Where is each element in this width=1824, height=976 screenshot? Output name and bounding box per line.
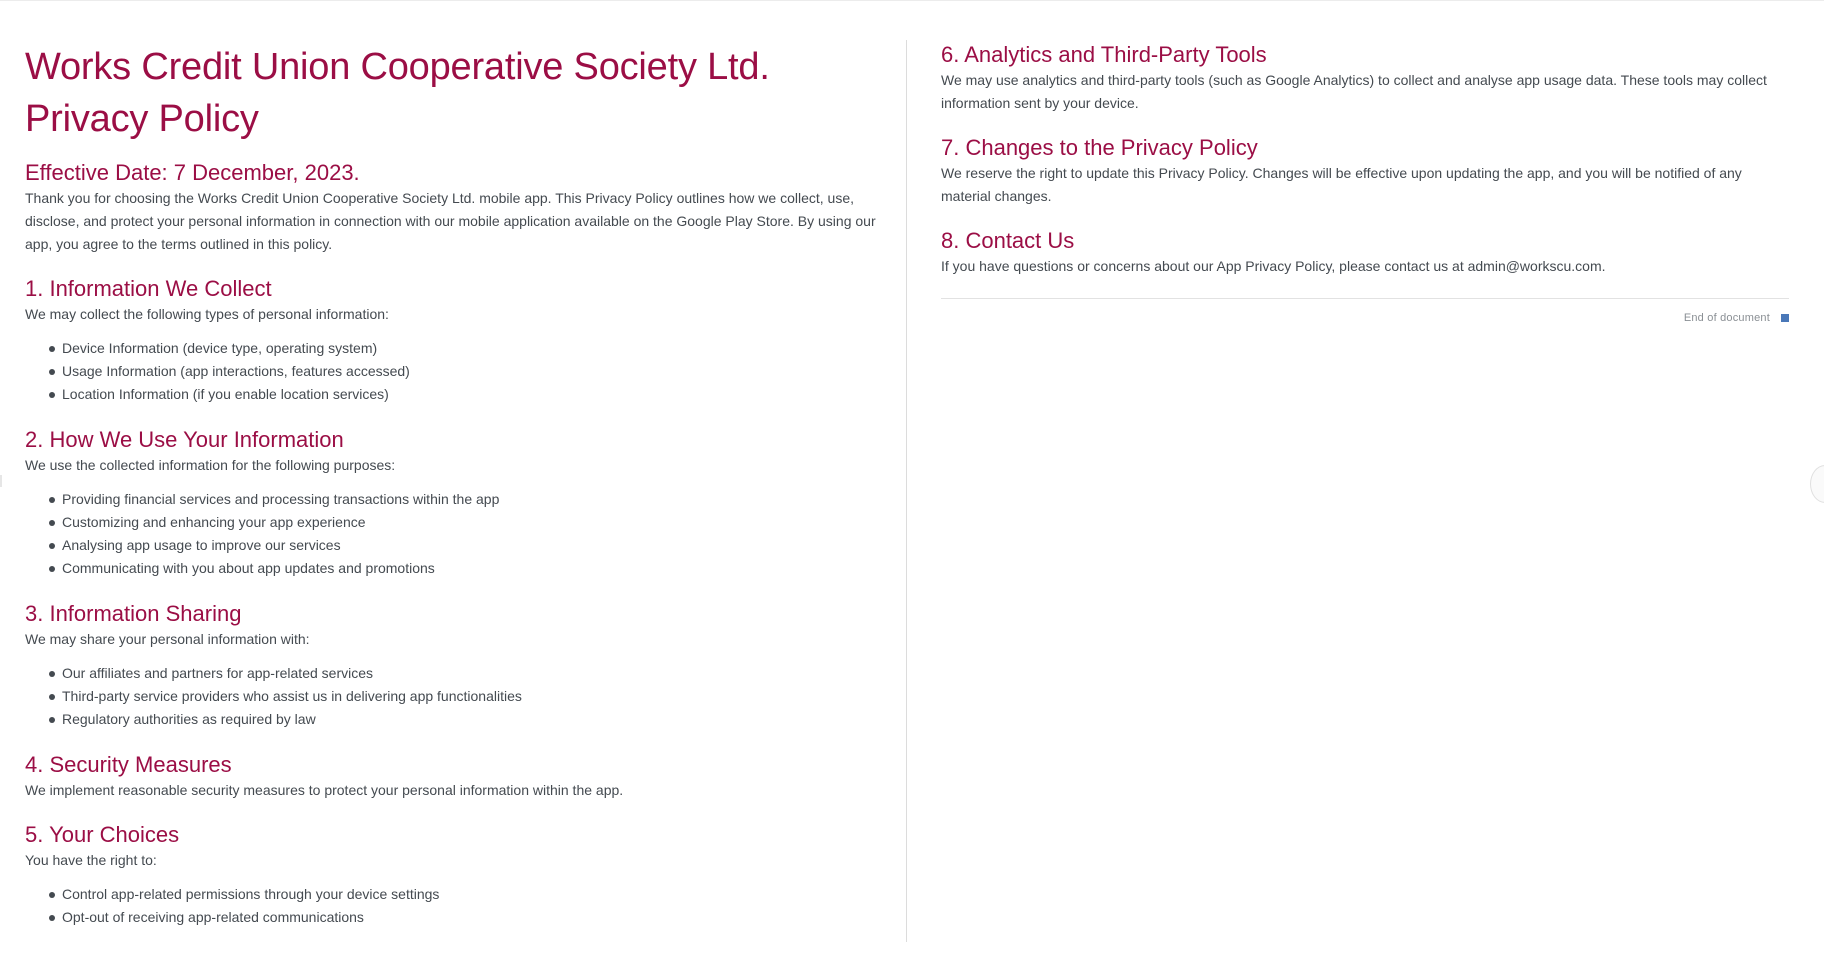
list-item: Regulatory authorities as required by law bbox=[25, 708, 877, 731]
section-how-we-use-your-information bbox=[25, 426, 877, 580]
list-item: Analysing app usage to improve our services bbox=[25, 534, 877, 557]
list-item: Opt-out of receiving app-related communications bbox=[25, 906, 877, 929]
bullet-list bbox=[25, 662, 877, 731]
section-contact-us bbox=[941, 227, 1789, 278]
section-heading: 8. Contact Us bbox=[941, 228, 1075, 253]
bullet-icon bbox=[49, 717, 55, 723]
section-text: If you have questions or concerns about our App Privacy Policy, please contact us at admin@workscu.com. bbox=[941, 258, 1606, 274]
bullet-icon bbox=[49, 543, 55, 549]
section-text: We use the collected information for the following purposes: bbox=[25, 457, 396, 473]
intro-paragraph: Thank you for choosing the Works Credit Union Cooperative Society Ltd. mobile app. This Privacy Policy outlines how we collect, use, disclose, and protect your personal information in connection with our mobile application available on the Google Play Store. By using our app, you agree to the terms outlined in this policy. bbox=[25, 190, 876, 252]
section-text: We implement reasonable security measures to protect your personal information within the app. bbox=[25, 782, 624, 798]
list-item: Third-party service providers who assist us in delivering app functionalities bbox=[25, 685, 877, 708]
list-item: Our affiliates and partners for app-related services bbox=[25, 662, 877, 685]
section-information-sharing bbox=[25, 600, 877, 731]
bullet-icon bbox=[49, 671, 55, 677]
left-page-edge-notch bbox=[0, 475, 2, 487]
square-icon bbox=[1781, 314, 1789, 322]
list-item: Usage Information (app interactions, features accessed) bbox=[25, 360, 877, 383]
section-heading: 7. Changes to the Privacy Policy bbox=[941, 135, 1258, 160]
bullet-icon bbox=[49, 346, 55, 352]
document-title: Works Credit Union Cooperative Society Ltd. Privacy Policy bbox=[25, 46, 770, 140]
effective-date-block bbox=[25, 159, 877, 256]
section-heading: 5. Your Choices bbox=[25, 822, 180, 847]
end-separator-line bbox=[941, 298, 1789, 299]
section-text: We may share your personal information with: bbox=[25, 631, 310, 647]
section-information-we-collect bbox=[25, 275, 877, 406]
list-item: Communicating with you about app updates and promotions bbox=[25, 557, 877, 580]
section-heading: 4. Security Measures bbox=[25, 752, 232, 777]
section-heading: 3. Information Sharing bbox=[25, 601, 242, 626]
section-changes-to-the-privacy-policy bbox=[941, 134, 1789, 208]
scroll-edge-handle[interactable] bbox=[1810, 465, 1824, 503]
section-text: We may use analytics and third-party tools (such as Google Analytics) to collect and analyse app usage data. These tools may collect information sent by your device. bbox=[941, 72, 1767, 111]
bullet-list bbox=[25, 883, 877, 929]
section-analytics-and-third-party-tools bbox=[941, 41, 1789, 115]
section-text: We reserve the right to update this Privacy Policy. Changes will be effective upon updating the app, and you will be notified of any material changes. bbox=[941, 165, 1742, 204]
effective-date: Effective Date: 7 December, 2023. bbox=[25, 160, 360, 185]
bullet-icon bbox=[49, 497, 55, 503]
end-of-document-label: End of document bbox=[1683, 312, 1770, 324]
list-item: Control app-related permissions through your device settings bbox=[25, 883, 877, 906]
bullet-icon bbox=[49, 520, 55, 526]
bullet-icon bbox=[49, 369, 55, 375]
bullet-icon bbox=[49, 566, 55, 572]
column-divider bbox=[906, 40, 907, 942]
list-item: Device Information (device type, operating system) bbox=[25, 337, 877, 360]
section-text: You have the right to: bbox=[25, 852, 157, 868]
list-item: Providing financial services and processing transactions within the app bbox=[25, 488, 877, 511]
section-heading: 1. Information We Collect bbox=[25, 276, 272, 301]
end-of-document-marker bbox=[1684, 312, 1789, 324]
bullet-list bbox=[25, 488, 877, 580]
bullet-icon bbox=[49, 915, 55, 921]
bullet-icon bbox=[49, 694, 55, 700]
bullet-icon bbox=[49, 392, 55, 398]
section-your-choices bbox=[25, 821, 877, 929]
section-heading: 6. Analytics and Third-Party Tools bbox=[941, 42, 1267, 67]
section-heading: 2. How We Use Your Information bbox=[25, 427, 344, 452]
section-security-measures bbox=[25, 751, 877, 802]
list-item: Customizing and enhancing your app experience bbox=[25, 511, 877, 534]
bullet-list bbox=[25, 337, 877, 406]
bullet-icon bbox=[49, 892, 55, 898]
section-text: We may collect the following types of personal information: bbox=[25, 306, 389, 322]
list-item: Location Information (if you enable location services) bbox=[25, 383, 877, 406]
